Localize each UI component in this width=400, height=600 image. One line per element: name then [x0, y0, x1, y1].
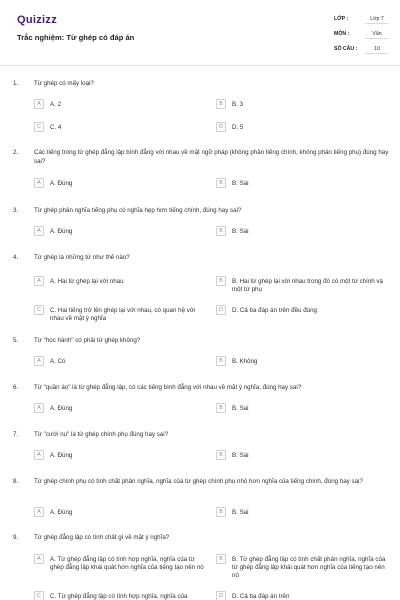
question-text: Từ "cười nụ" là từ ghép chính phụ đúng hay sai?	[34, 431, 169, 438]
option-text: D. Cả ba đáp án trên đều đúng	[232, 306, 317, 314]
option-letter-box: A	[34, 99, 44, 109]
option-letter-box: A	[34, 356, 44, 366]
option-text: B. Từ ghép đẳng lập có tính chất phân nghĩa, nghĩa của từ ghép đẳng lập khái quát hơn nghĩa của tiếng tạo nên nó	[232, 555, 386, 580]
option-text: B. Sai	[232, 179, 249, 187]
question-text: Từ ghép chính phụ có tính chất phân nghĩa, nghĩa của từ ghép chính phụ nhỏ hơn nghĩa của tiếng chính, đúng hay sai?	[34, 478, 363, 485]
question-text: Từ ghép có mấy loại?	[34, 80, 94, 87]
option-text: A. Đúng	[50, 227, 73, 235]
option-text: C. 4	[50, 123, 62, 131]
meta-label: SỐ CÂU :	[334, 46, 358, 52]
option-letter-box: B	[216, 276, 226, 286]
question-text: Các tiếng trong từ ghép đẳng lập bình đẳng với nhau về mặt ngữ pháp (không phân tiếng chính, không phân tiếng phụ) đúng hay sai?	[34, 149, 389, 165]
question-number: 2.	[13, 149, 19, 156]
option-letter-box: B	[216, 99, 226, 109]
option-text: A. Đúng	[50, 179, 73, 187]
worksheet-header	[0, 0, 400, 66]
option-letter-box: A	[34, 178, 44, 188]
option-letter-box: D	[216, 591, 226, 600]
meta-value: Lớp 7	[365, 14, 389, 24]
meta-label: LỚP :	[334, 16, 349, 22]
option-letter-box: A	[34, 554, 44, 564]
option-letter-box: A	[34, 226, 44, 236]
question-text: Từ ghép là những từ như thế nào?	[34, 254, 130, 261]
meta-subject	[334, 29, 389, 40]
meta-label: MÔN :	[334, 31, 350, 37]
option-text: A. Hai từ ghép lại với nhau	[50, 277, 124, 285]
option-letter-box: B	[216, 403, 226, 413]
question-number: 8.	[13, 478, 19, 485]
meta-value: 10	[365, 44, 389, 54]
option-letter-box: B	[216, 178, 226, 188]
option-text: C. Hai tiếng trở lên ghép lại với nhau, có quan hệ với nhau về mặt ý nghĩa	[50, 306, 196, 322]
option-text: D. 5	[232, 123, 244, 131]
option-letter-box: C	[34, 122, 44, 132]
option-letter-box: D	[216, 122, 226, 132]
question-number: 7.	[13, 431, 19, 438]
option-letter-box: B	[216, 450, 226, 460]
question-text: Từ "quần áo" là từ ghép đẳng lập, có các tiếng bình đẳng với nhau về mặt ý nghĩa, đúng hay sai?	[34, 384, 302, 391]
option-text: A. 2	[50, 100, 62, 108]
question-text: Từ ghép đẳng lập có tính chất gì về mặt ý nghĩa?	[34, 534, 170, 541]
option-text: B. Sai	[232, 404, 249, 412]
meta-grade	[334, 14, 389, 25]
option-letter-box: B	[216, 507, 226, 517]
option-letter-box: B	[216, 226, 226, 236]
option-text: B. 3	[232, 100, 244, 108]
option-letter-box: A	[34, 450, 44, 460]
option-text: A. Có	[50, 357, 66, 365]
question-number: 1.	[13, 80, 19, 87]
question-number: 3.	[13, 207, 19, 214]
meta-question-count	[334, 44, 389, 55]
option-text: A. Đúng	[50, 404, 73, 412]
meta-value: Văn	[365, 29, 389, 39]
question-number: 5.	[13, 337, 19, 344]
option-text: B. Hai từ ghép lại với nhau trong đó có một từ chính và một từ phụ	[232, 277, 383, 293]
option-letter-box: B	[216, 554, 226, 564]
quizizz-logo: Quizizz	[17, 14, 57, 26]
option-letter-box: A	[34, 507, 44, 517]
worksheet-title: Trắc nghiệm: Từ ghép có đáp án	[17, 33, 135, 42]
question-number: 6.	[13, 384, 19, 391]
option-text: B. Sai	[232, 451, 249, 459]
question-text: Từ "học hành" có phải từ ghép không?	[34, 337, 141, 344]
option-text: B. Sai	[232, 508, 249, 516]
question-number: 4.	[13, 254, 19, 261]
option-text: D. Cả ba đáp án trên	[232, 592, 290, 600]
option-letter-box: A	[34, 403, 44, 413]
option-text: A. Từ ghép đẳng lập có tính hợp nghĩa, nghĩa của từ ghép đẳng lập khái quát hơn nghĩa của tiếng tạo nên nó	[50, 555, 204, 571]
option-letter-box: C	[34, 591, 44, 600]
question-number: 9.	[13, 534, 19, 541]
option-letter-box: A	[34, 276, 44, 286]
option-text: A. Đúng	[50, 451, 73, 459]
option-letter-box: D	[216, 305, 226, 315]
option-text: B. Sai	[232, 227, 249, 235]
option-text: B. Không	[232, 357, 258, 365]
option-text: C. Từ ghép đẳng lập có tính hợp nghĩa, nghĩa của	[50, 592, 188, 600]
option-letter-box: B	[216, 356, 226, 366]
option-letter-box: C	[34, 305, 44, 315]
question-text: Từ ghép phân nghĩa tiếng phụ có nghĩa hẹp hơn tiếng chính, đúng hay sai?	[34, 207, 242, 214]
option-text: A. Đúng	[50, 508, 73, 516]
